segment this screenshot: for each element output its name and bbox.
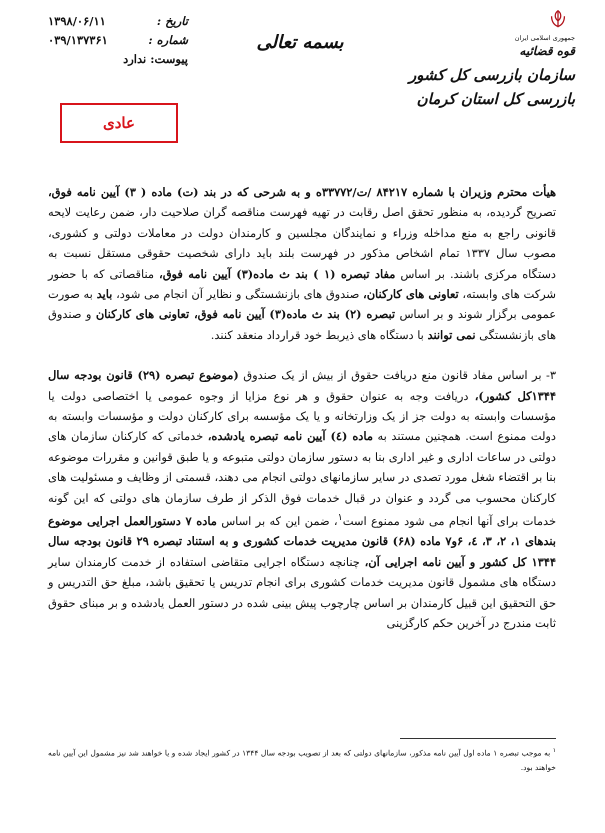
letter-meta <box>48 12 188 69</box>
footnote-divider <box>400 738 556 739</box>
number-value: ۰۳۹/۱۳۷۳۶۱ <box>48 33 108 47</box>
footnote-ref: ۱ <box>337 512 343 524</box>
paragraph-section-3 <box>48 365 556 633</box>
judiciary-name: قوه قضائیه <box>519 44 575 58</box>
date-row <box>48 12 188 31</box>
emphasis-run: (موضوع تبصره (۲۹) قانون بودجه سال ۱۳۴۴کل کشور)، <box>48 368 556 403</box>
number-label: شماره : <box>148 33 188 47</box>
emphasis-run: هیأت محترم وزیران با شماره ۸۴۲۱۷ /ت/۳۳۷۷۲ه و به شرحی که در بند (ت) ماده ( ۳) آیین نامه فوق، <box>48 185 557 199</box>
emphasis-run: باید <box>96 287 113 302</box>
text-run: مناقصاتی که با حضور شرکت های وابسته، <box>48 266 556 302</box>
classification-text: عادی <box>103 114 135 132</box>
footnote-marker: ۱ <box>552 747 557 754</box>
letterhead <box>0 0 605 160</box>
text-run: تصریح گردیده، به منظور تحقق اصل رقابت در تهیه فهرست مناقصه گران صلاحیت دار، ضمن رعایت لایحه قانونی راجع به منع مداخله وزراء و نمایندگان مجلسین و کارمندان دولت در معاملات دولتی و کشوری، مصوب سال ۱۳۳۷ تمام اشخاص مذکور در فهرست بلند باید دارای شخصیت حقوقی مستقل نسبت به دستگاه مرکزی باشند. بر اساس <box>48 205 556 281</box>
attachment-line: پیوست: ندارد <box>123 52 188 66</box>
number-row <box>48 31 188 50</box>
organization-block <box>400 8 575 108</box>
organization-name: سازمان بازرسی کل کشور <box>409 66 575 84</box>
letter-body <box>48 182 556 633</box>
classification-badge <box>60 103 178 143</box>
emphasis-run: ماده (٤) آیین نامه تبصره یادشده، <box>207 429 373 444</box>
emphasis-run: ماده ۷ دستورالعمل اجرایی موضوع بندهای ۱، ۲، ۳، ٤، ۶و۷ ماده (۶۸) قانون مدیریت خدمات کشوری و به استناد تبصره ۲۹ قانون بودجه سال ۱۳۴۴ کل کشور و آیین نامه اجرایی آن، <box>48 513 556 569</box>
province-office-name: بازرسی کل استان کرمان <box>416 90 575 108</box>
footnote <box>48 744 556 775</box>
invocation: بسمه تعالی <box>256 32 344 53</box>
text-run: خدماتی که کارکنان سازمان های دولتی در ساعات اداری و غیر اداری بنا به دستور سازمان دولتی متبوعه و یا طبق قوانین و مقررات موضوعه بنا بر اقتضاء شغل مورد تصدی در سایر سازمانهای دولتی انجام می دهند، قسمتی از وظایف و مسئولیت های کارکنان محسوب می گردد و عنوان در قبال خدمات فوق الذکر از طرف سازمان های دولتی که این گونه خدمات برای آنها انجام می شود ممنوع است <box>48 429 556 528</box>
text-run: چنانچه دستگاه اجرایی متقاضی استفاده از خدمت کارمندان سایر دستگاه های مشمول قانون مدیریت خدمات کشوری برای انجام تدریس یا تحقیق باشد، مبلغ حق التدریس و حق التحقیق این قبیل کارمندان بر اساس چارچوب پیش بینی شده در دستور العمل یادشده و بر مبنای حقوق ثابت مندرج در آخرین حکم کارگزینی <box>48 554 556 630</box>
text-run: ۳- بر اساس مفاد قانون منع دریافت حقوق از بیش از یک صندوق <box>238 368 556 383</box>
text-run: با دستگاه های ذیربط خود قرارداد منعقد کنند. <box>210 327 428 342</box>
text-run: ، ضمن این که بر اساس <box>216 513 338 528</box>
emphasis-run: نمی توانند <box>427 327 476 342</box>
date-value: ۱۳۹۸/۰۶/۱۱ <box>48 14 106 28</box>
country-name: جمهوری اسلامی ایران <box>514 34 575 42</box>
text-run: و صندوق های بازنشستگی <box>48 307 556 342</box>
footnote-text: به موجب تبصره ۱ ماده اول آیین نامه مذکور، سازمانهای دولتی که بعد از تصویب بودجه سال ۱۳۴۴ در کشور ایجاد شده و یا خواهند شد نیز مشمول این آیین نامه خواهند بود. <box>48 748 556 772</box>
emphasis-run: مفاد تبصره (۱ ) بند ث ماده(۳) آیین نامه فوق، <box>159 266 396 281</box>
date-label: تاریخ : <box>156 14 188 28</box>
text-run: به صورت عمومی برگزار شوند و بر اساس <box>48 287 557 322</box>
emphasis-run: تعاونی های کارکنان، <box>363 287 459 302</box>
iran-emblem-icon <box>547 8 569 30</box>
emphasis-run: تبصره (۲) بند ث ماده(۳) آیین نامه فوق، تعاونی های کارکنان <box>95 307 396 322</box>
paragraph-rules <box>48 182 556 345</box>
text-run: دریافت وجه به عنوان حقوق و هر نوع مزایا از وجوه عمومی یا اختصاصی دولت یا مؤسسات وابسته به دولت جز از یک وزارتخانه و یا یک مؤسسه برای کارکنان دولت و مؤسسات وابسته به دولت ممنوع است. همچنین مستند به <box>48 388 556 444</box>
text-run: صندوق های بازنشستگی و نظایر آن انجام می شود، <box>112 287 364 302</box>
